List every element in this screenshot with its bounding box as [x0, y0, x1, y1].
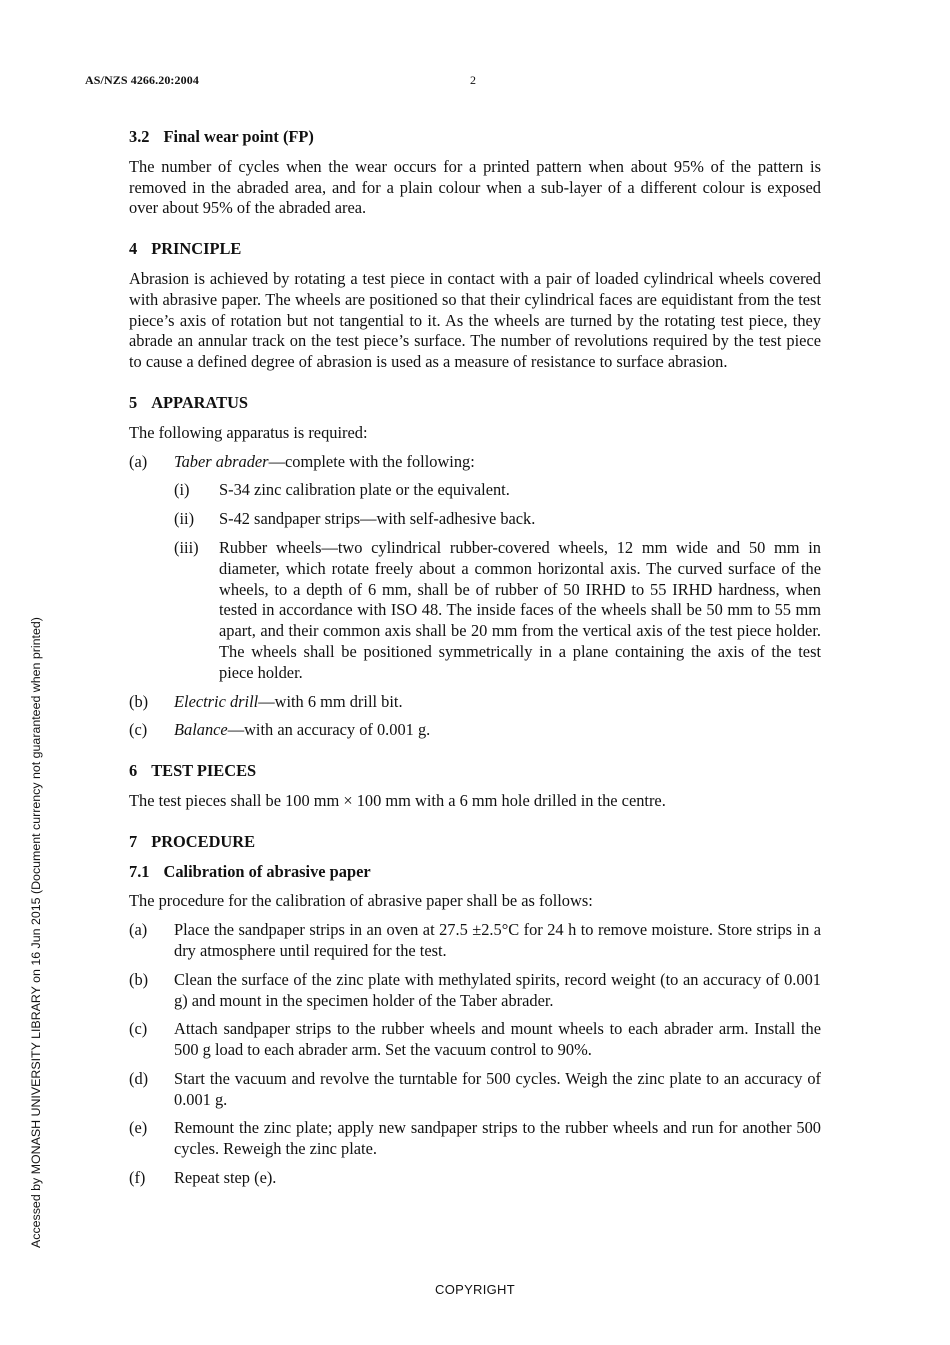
step-label: (b) — [129, 969, 149, 989]
section-6-heading — [129, 761, 821, 782]
section-title: APPARATUS — [151, 392, 249, 412]
section-number: 7 — [129, 831, 138, 851]
section-title: PRINCIPLE — [151, 239, 242, 259]
step-text: Start the vacuum and revolve the turntable for 500 cycles. Weigh the zinc plate to an accuracy of 0.001 g. — [174, 1068, 821, 1109]
standard-number: AS/NZS 4266.20:2004 — [85, 73, 199, 87]
section-number: 5 — [129, 392, 138, 412]
step-label: (c) — [129, 1019, 148, 1039]
apparatus-intro: The following apparatus is required: — [129, 422, 368, 442]
step-text: Attach sandpaper strips to the rubber wheels and mount wheels to each abrader arm. Install the 500 g load to each abrader arm. Set the vacuum control to 90%. — [174, 1019, 821, 1060]
step-text: Remount the zinc plate; apply new sandpaper strips to the rubber wheels and run for another 500 cycles. Reweigh the zinc plate. — [174, 1118, 821, 1159]
section-number: 7.1 — [129, 861, 150, 881]
item-text: —complete with the following: — [268, 451, 475, 471]
list-item — [129, 920, 821, 962]
section-7-heading — [129, 832, 821, 853]
page-number: 2 — [470, 73, 476, 87]
step-text: Repeat step (e). — [174, 1168, 277, 1188]
section-title: PROCEDURE — [151, 831, 256, 851]
section-title: Calibration of abrasive paper — [163, 861, 371, 881]
list-item — [174, 509, 821, 530]
step-label: (d) — [129, 1068, 149, 1088]
item-text: —with 6 mm drill bit. — [258, 691, 403, 711]
list-item — [129, 1069, 821, 1111]
list-item — [174, 538, 821, 684]
list-item — [129, 720, 821, 741]
item-label: (iii) — [174, 537, 199, 557]
item-text: Rubber wheels—two cylindrical rubber-covered wheels, 12 mm wide and 50 mm in diameter, which rotate freely about a common horizontal axis. The curved surface of the wheels, to a depth of 6 mm, shall be of rubber of 50 IRHD to 55 IRHD hardness, when tested in accordance with ISO 48. The inside faces of the wheels shall be 50 mm to 55 mm apart, and their common axis shall be 20 mm from the vertical axis of the test piece holder. The wheels shall be positioned symmetrically in a plane containing the axis of the test piece holder. — [219, 537, 821, 682]
item-label: (ii) — [174, 509, 195, 529]
section-7-1-heading — [129, 862, 821, 883]
section-4-heading — [129, 239, 821, 260]
step-text: Place the sandpaper strips in an oven at 27.5 ±2.5°C for 24 h to remove moisture. Store strips in a dry atmosphere until required for the test. — [174, 920, 821, 960]
section-number: 6 — [129, 761, 138, 781]
section-title: TEST PIECES — [151, 761, 257, 781]
step-label: (e) — [129, 1118, 148, 1138]
list-item — [129, 452, 821, 473]
list-item — [129, 970, 821, 1012]
item-term: Electric drill — [174, 691, 259, 711]
step-label: (a) — [129, 920, 148, 940]
item-label: (c) — [129, 720, 148, 740]
section-6-text: The test pieces shall be 100 mm × 100 mm with a 6 mm hole drilled in the centre. — [129, 790, 666, 810]
section-4-text: Abrasion is achieved by rotating a test piece in contact with a pair of loaded cylindrical wheels covered with abrasive paper. The wheels are positioned so that their cylindrical faces are equidistant from the test piece’s axis of rotation but not tangential to it. As the wheels are turned by the rotating test piece, they abrade an annular track on the test piece’s surface. The number of revolutions required by the test piece to cause a defined degree of abrasion is used as a measure of resistance to surface abrasion. — [129, 268, 821, 372]
section-number: 4 — [129, 239, 138, 259]
list-item — [129, 1118, 821, 1160]
section-title: Final wear point (FP) — [163, 127, 314, 146]
section-3-2-text: The number of cycles when the wear occurs for a printed pattern when about 95% of the pattern is removed in the abraded area, and for a plain colour when a sub-layer of a different colour is exposed over about 95% of the abraded area. — [129, 156, 821, 218]
item-label: (b) — [129, 691, 149, 711]
item-text: S-42 sandpaper strips—with self-adhesive back. — [219, 509, 536, 529]
item-label: (i) — [174, 480, 190, 500]
access-watermark: Accessed by MONASH UNIVERSITY LIBRARY on 16 Jun 2015 (Document currency not guaranteed when printed) — [29, 617, 43, 1248]
procedure-intro: The procedure for the calibration of abrasive paper shall be as follows: — [129, 891, 593, 911]
item-text: —with an accuracy of 0.001 g. — [227, 720, 431, 740]
list-item — [129, 692, 821, 713]
section-3-2-heading — [129, 127, 821, 148]
step-label: (f) — [129, 1168, 146, 1188]
item-term: Taber abrader — [174, 451, 269, 471]
step-text: Clean the surface of the zinc plate with methylated spirits, record weight (to an accuracy of 0.001 g) and mount in the specimen holder of the Taber abrader. — [174, 969, 821, 1010]
document-body — [129, 127, 821, 1189]
item-label: (a) — [129, 451, 148, 471]
section-number: 3.2 — [129, 127, 150, 146]
copyright-footer: COPYRIGHT — [435, 1282, 515, 1297]
list-item — [174, 480, 821, 501]
list-item — [129, 1168, 821, 1189]
apparatus-sublist — [174, 480, 821, 683]
item-text: S-34 zinc calibration plate or the equivalent. — [219, 480, 510, 500]
list-item — [129, 1019, 821, 1061]
item-term: Balance — [174, 720, 228, 740]
section-5-heading — [129, 393, 821, 414]
